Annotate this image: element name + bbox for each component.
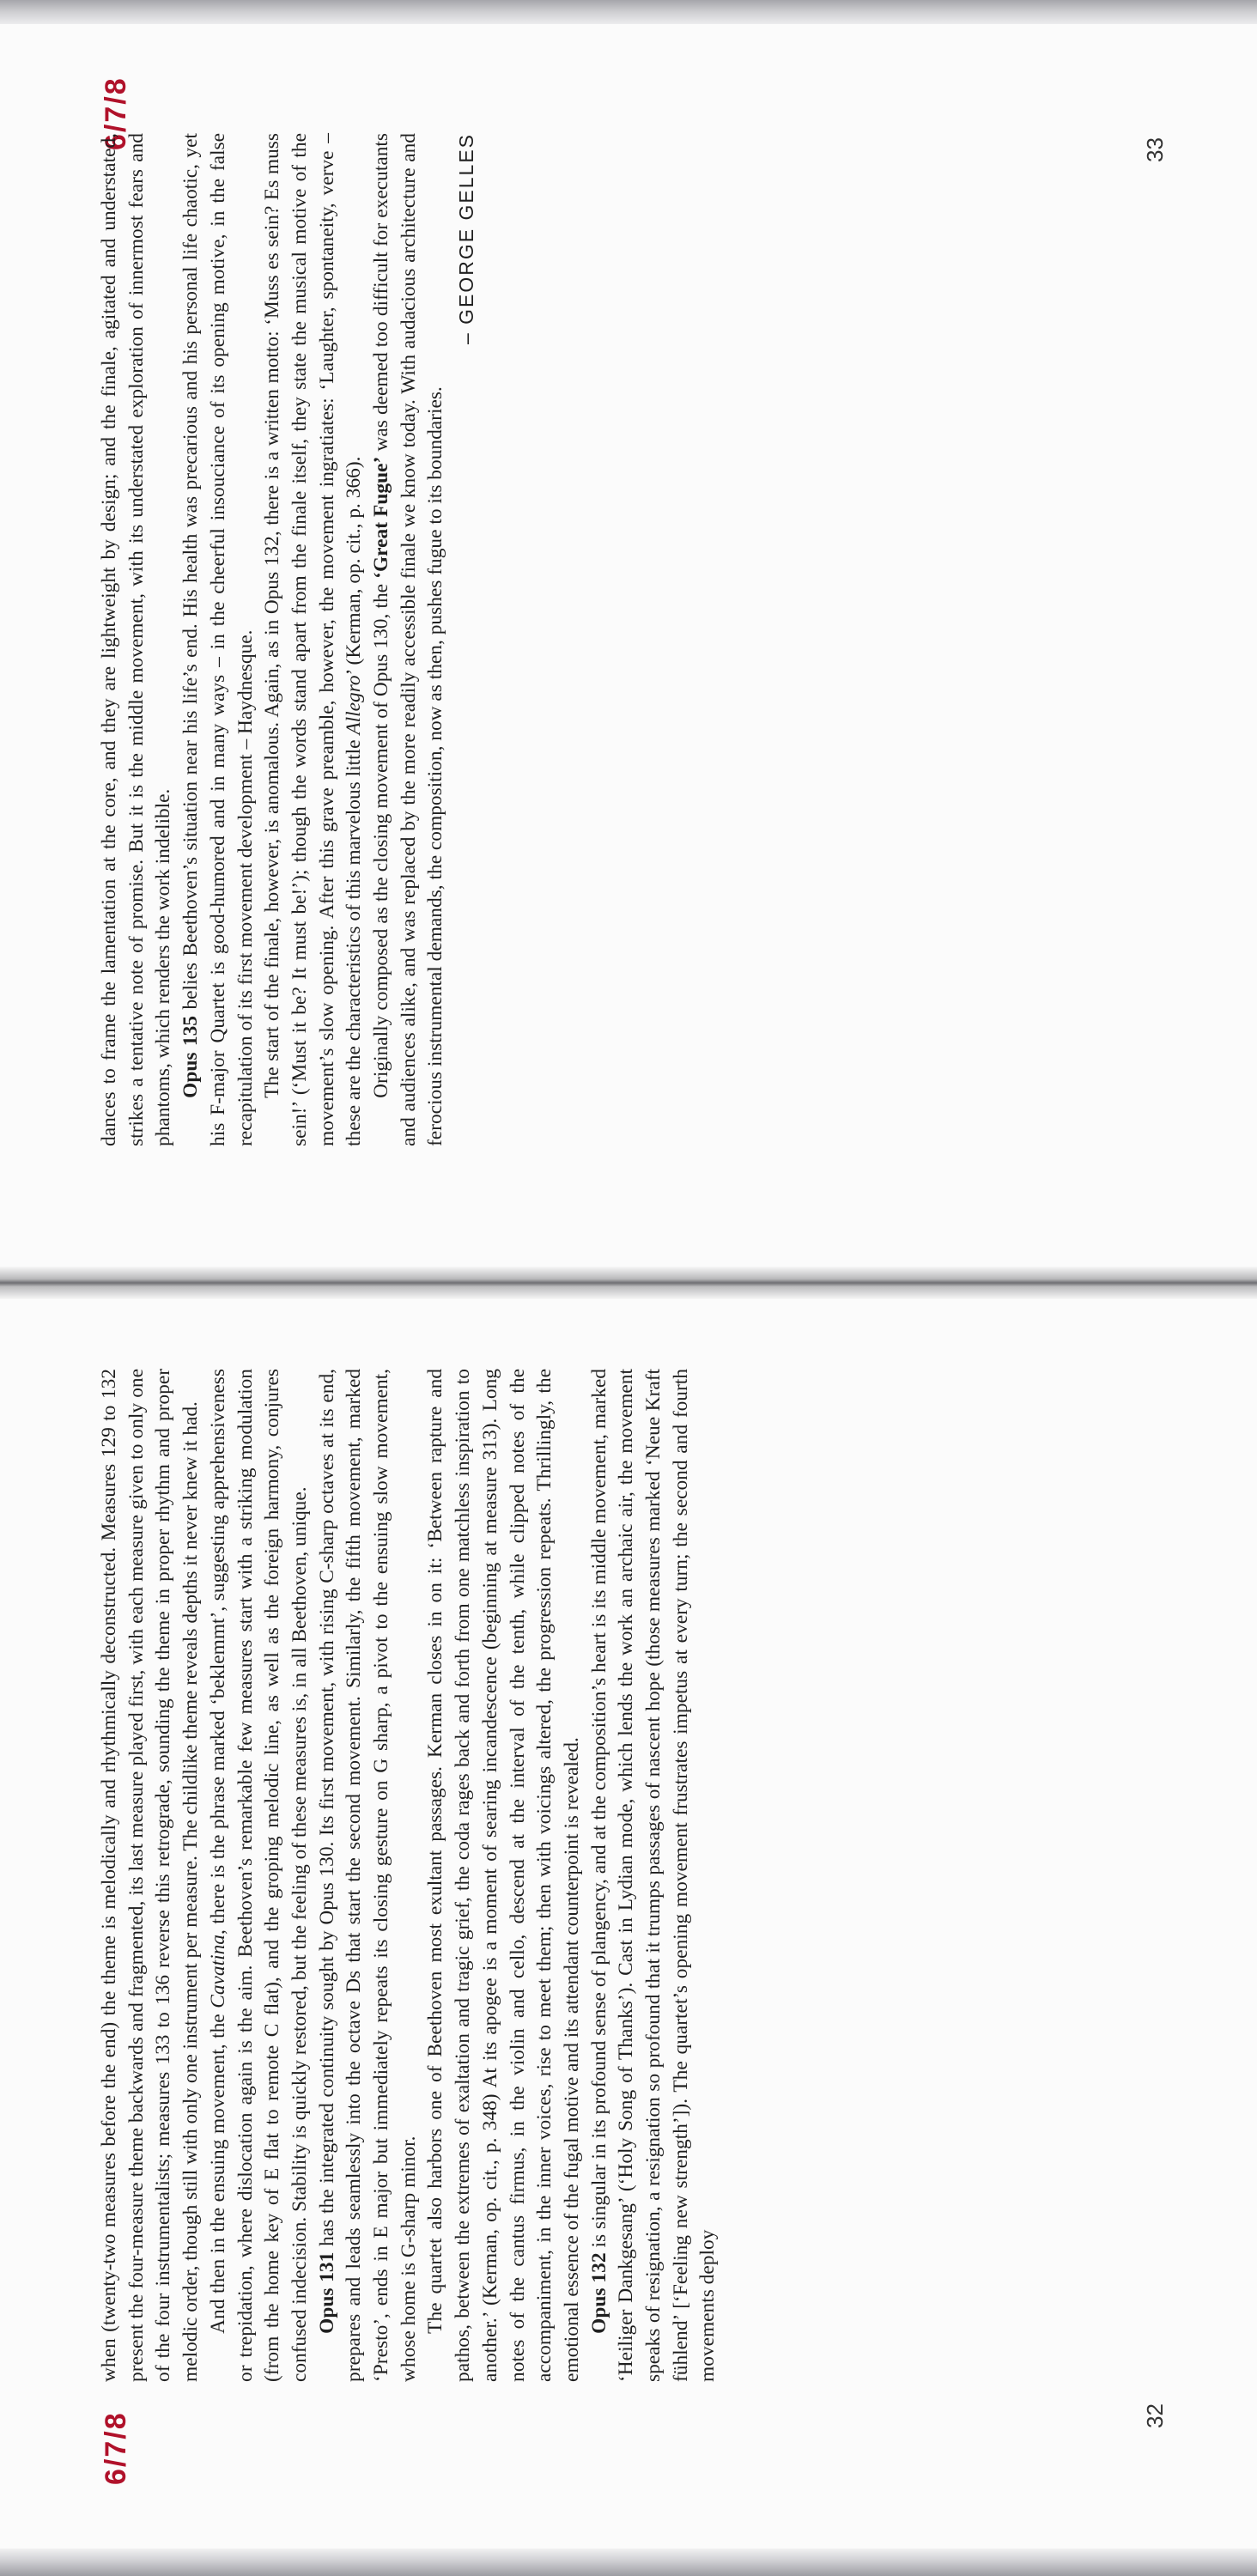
- right-page: [0, 24, 1257, 1267]
- text-run: The quartet also harbors one of Beethoven most exultant passages. Kerman closes in on it: ‘Between rapture and pathos, between the extremes of exaltation and tragic grief, the coda rages back and forth from one matchless inspiration to another.’ (Kerman, op. cit., p. 348) At its apogee is a moment of searing incandescence (beginning at measure 313). Long notes of the cantus firmus, in the violin and cello, descend at the interval of the tenth, while clipped notes of the accompaniment, in the inner voices, rise to meet them; then with voicings altered, the progression repeats. Thrillingly, the emotional essence of the fugal motive and its attendant counterpoint is revealed.: [424, 1369, 583, 2382]
- right-page-body: [96, 133, 481, 1146]
- italic-text: Allegro: [343, 675, 366, 735]
- section-mark-left: 6/7/8: [100, 2411, 132, 2485]
- paragraph-lead: Opus 131: [315, 2251, 338, 2334]
- text-run: The start of the finale, however, is anomalous. Again, as in Opus 132, there is a written motto: ‘Muss es sein? Es muss sein!’ (‘Must it be? It must be!’); though the words stand apart from the finale itself, they state the musical motive of the movement’s slow opening. After this grave preamble, however, the movement ingratiates: ‘Laughter, spontaneity, verve – these are the characteristics of this marvelous little: [261, 133, 366, 1146]
- section-mark-right: 6/7/8: [100, 76, 132, 150]
- paragraph-lead: Opus 135: [179, 1016, 203, 1098]
- text-run: has the integrated continuity sought by Opus 130. Its first movement, with rising C-sharp octaves at its end, prepares and leads seamlessly into the octave Ds that start the second movement. Similarly, the fifth movement, marked ‘Presto’, ends in E major but immediately repeats its closing gesture on G sharp, a pivot to the ensuing slow movement, whose home is G-sharp minor.: [315, 1369, 420, 2382]
- paragraph: [422, 1369, 586, 2382]
- text-run: was deemed too difficult for executants and audiences alike, and was replaced by the more readily accessible finale we know today. With audacious architecture and ferocious instrumental demands, the composition, now as then, pushes fugue to its boundaries.: [370, 133, 447, 1146]
- paragraph: [368, 133, 450, 1146]
- paragraph: [178, 133, 259, 1146]
- book-gutter: [0, 1267, 1257, 1299]
- left-page: [0, 1299, 1257, 2549]
- scan-edge-bottom: [0, 2549, 1257, 2576]
- page-number-right: 33: [1142, 137, 1168, 162]
- text-run: dances to frame the lamentation at the core, and they are lightweight by design; and the finale, agitated and understated, strikes a tentative note of promise. But it is the middle movement, with its understated exploration of innermost fears and phantoms, which renders the work indelible.: [98, 133, 175, 1146]
- page-number-left: 32: [1142, 2403, 1168, 2428]
- italic-text: Cavatina: [206, 1935, 229, 2008]
- text-run: when (twenty-two measures before the end) the theme is melodically and rhythmically deconstructed. Measures 129 to 132 present the four-measure theme backwards and fragmented, its last measure played first, with each measure given to only one of the four instrumentalists; measures 133 to 136 reverse this retrograde, sounding the theme in proper rhythm and proper melodic order, though still with only one instrument per measure. The childlike theme reveals depths it never knew it had.: [98, 1369, 203, 2382]
- paragraph: [259, 133, 368, 1146]
- book-spread: [0, 24, 1257, 2549]
- paragraph: [96, 1369, 205, 2382]
- bold-text: ‘Great Fugue’: [370, 456, 393, 579]
- text-run: belies Beethoven’s situation near his life’s end. His health was precarious and his personal life chaotic, yet his F-major Quartet is good-humored and in many ways – in the cheerful insouciance of its opening motive, in the false recapitulation of its first movement development – Haydnesque.: [179, 133, 257, 1146]
- text-run: , there is the phrase marked ‘beklemmt’, suggesting apprehensiveness or trepidation, where dislocation again is the aim. Beethoven’s remarkable few measures start with a striking modulation (from the home key of E flat to remote C flat), and the groping melodic line, as well as the foreign harmony, conjures confused indecision. Stability is quickly restored, but the feeling of these measures is, in all Beethoven, unique.: [206, 1369, 311, 2382]
- scan-edge-top: [0, 0, 1257, 24]
- text-run: ’ (Kerman, op. cit., p. 366).: [343, 456, 366, 676]
- paragraph: [314, 1369, 423, 2382]
- text-run: Originally composed as the closing movement of Opus 130, the: [370, 578, 393, 1098]
- text-run: is singular in its profound sense of plangency, and at the composition’s heart is its middle movement, marked ‘Heiliger Dankgesang’ (‘Holy Song of Thanks’). Cast in Lydian mode, which lends the work an archaic air, the movement speaks of resignation, a resignation so profound that it trumps passages of nascent hope (those measures marked ‘Neue Kraft fühlend’ [‘Feeling new strength’]). The quartet’s opening movement frustrates impetus at every turn; the second and fourth movements deploy: [587, 1369, 720, 2382]
- author-signature: – GEORGE GELLES: [455, 133, 478, 345]
- paragraph: [96, 133, 178, 1146]
- left-page-body: [96, 1369, 722, 2382]
- paragraph: [205, 1369, 314, 2382]
- text-run: And then in the ensuing movement, the: [206, 2008, 229, 2334]
- paragraph-lead: Opus 132: [587, 2252, 610, 2334]
- paragraph: [586, 1369, 723, 2382]
